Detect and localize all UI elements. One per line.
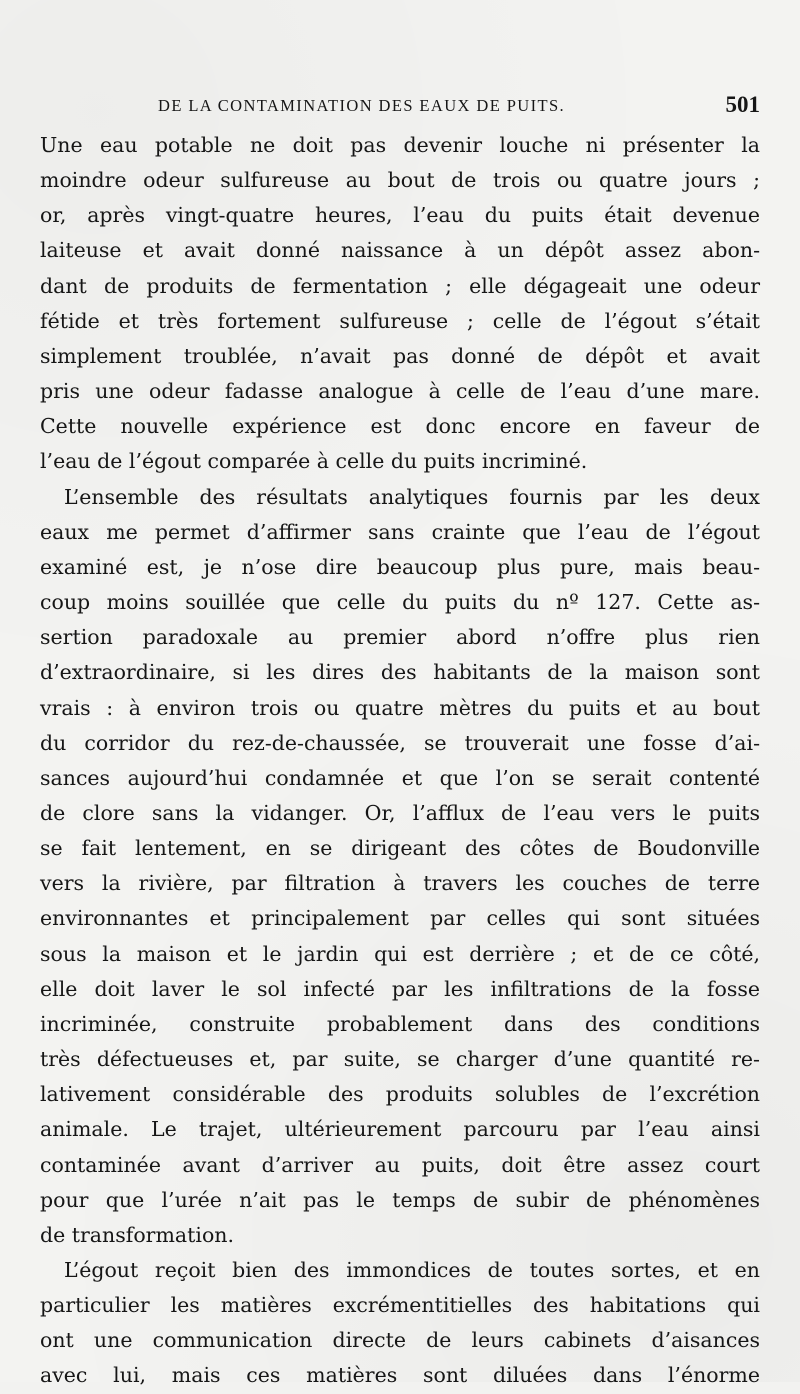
text-line: de clore sans la vidanger. Or, l’afflux de l’eau vers le puits	[40, 800, 760, 825]
text-line: l’eau de l’égout comparée à celle du puits incriminé.	[40, 449, 588, 474]
text-line: simplement troublée, n’avait pas donné de dépôt et avait	[40, 343, 760, 368]
running-title: DE LA CONTAMINATION DES EAUX DE PUITS.	[158, 96, 566, 115]
text-line: laiteuse et avait donné naissance à un dépôt assez abon-	[40, 238, 760, 263]
body-text	[40, 128, 760, 1394]
text-line: examiné est, je n’ose dire beaucoup plus pure, mais beau-	[40, 554, 760, 579]
text-line: dant de produits de fermentation ; elle dégageait une odeur	[40, 273, 760, 298]
text-line: contaminée avant d’arriver au puits, doit être assez court	[40, 1152, 760, 1177]
text-line: L’égout reçoit bien des immondices de toutes sortes, et en	[64, 1258, 760, 1282]
text-line: environnantes et principalement par celles qui sont situées	[40, 906, 760, 931]
text-line: se fait lentement, en se dirigeant des côtes de Boudonville	[40, 836, 760, 861]
page-number: 501	[725, 92, 760, 117]
text-line: sous la maison et le jardin qui est derrière ; et de ce côté,	[40, 941, 760, 966]
text-line: elle doit laver le sol infecté par les infiltrations de la fosse	[40, 976, 760, 1001]
text-line: sances aujourd’hui condamnée et que l’on se serait contenté	[40, 765, 760, 790]
text-line: animale. Le trajet, ultérieurement parcouru par l’eau ainsi	[40, 1117, 760, 1142]
text-line: L’ensemble des résultats analytiques fournis par les deux	[64, 484, 760, 509]
text-line: pour que l’urée n’ait pas le temps de subir de phénomènes	[40, 1187, 760, 1212]
text-line: de transformation.	[40, 1222, 234, 1247]
text-line: fétide et très fortement sulfureuse ; celle de l’égout s’était	[40, 308, 760, 333]
text-line: eaux me permet d’affirmer sans crainte que l’eau de l’égout	[40, 519, 760, 544]
text-line: sertion paradoxale au premier abord n’offre plus rien	[40, 625, 760, 650]
text-line: vers la rivière, par filtration à travers les couches de terre	[40, 871, 760, 896]
text-line: vrais : à environ trois ou quatre mètres du puits et au bout	[40, 695, 760, 720]
text-line: lativement considérable des produits solubles de l’excrétion	[40, 1082, 760, 1107]
text-line: avec lui, mais ces matières sont diluées dans l’énorme	[40, 1363, 760, 1388]
text-line: Cette nouvelle expérience est donc encore en faveur de	[40, 414, 760, 439]
text-line: particulier les matières excrémentitielles des habitations qui	[40, 1293, 760, 1318]
text-line: incriminée, construite probablement dans des conditions	[40, 1011, 760, 1036]
text-line: coup moins souillée que celle du puits du nº 127. Cette as-	[40, 590, 760, 615]
text-line: pris une odeur fadasse analogue à celle de l’eau d’une mare.	[40, 379, 760, 404]
text-line: or, après vingt-quatre heures, l’eau du puits était devenue	[40, 203, 760, 228]
text-line: du corridor du rez-de-chaussée, se trouverait une fosse d’ai-	[40, 730, 760, 755]
running-header	[40, 92, 760, 122]
text-line: d’extraordinaire, si les dires des habitants de la maison sont	[40, 660, 760, 685]
text-line: moindre odeur sulfureuse au bout de trois ou quatre jours ;	[40, 168, 760, 193]
text-line: très défectueuses et, par suite, se charger d’une quantité re-	[40, 1047, 760, 1072]
text-line: ont une communication directe de leurs cabinets d’aisances	[40, 1328, 760, 1353]
text-line: Une eau potable ne doit pas devenir louche ni présenter la	[40, 133, 760, 157]
